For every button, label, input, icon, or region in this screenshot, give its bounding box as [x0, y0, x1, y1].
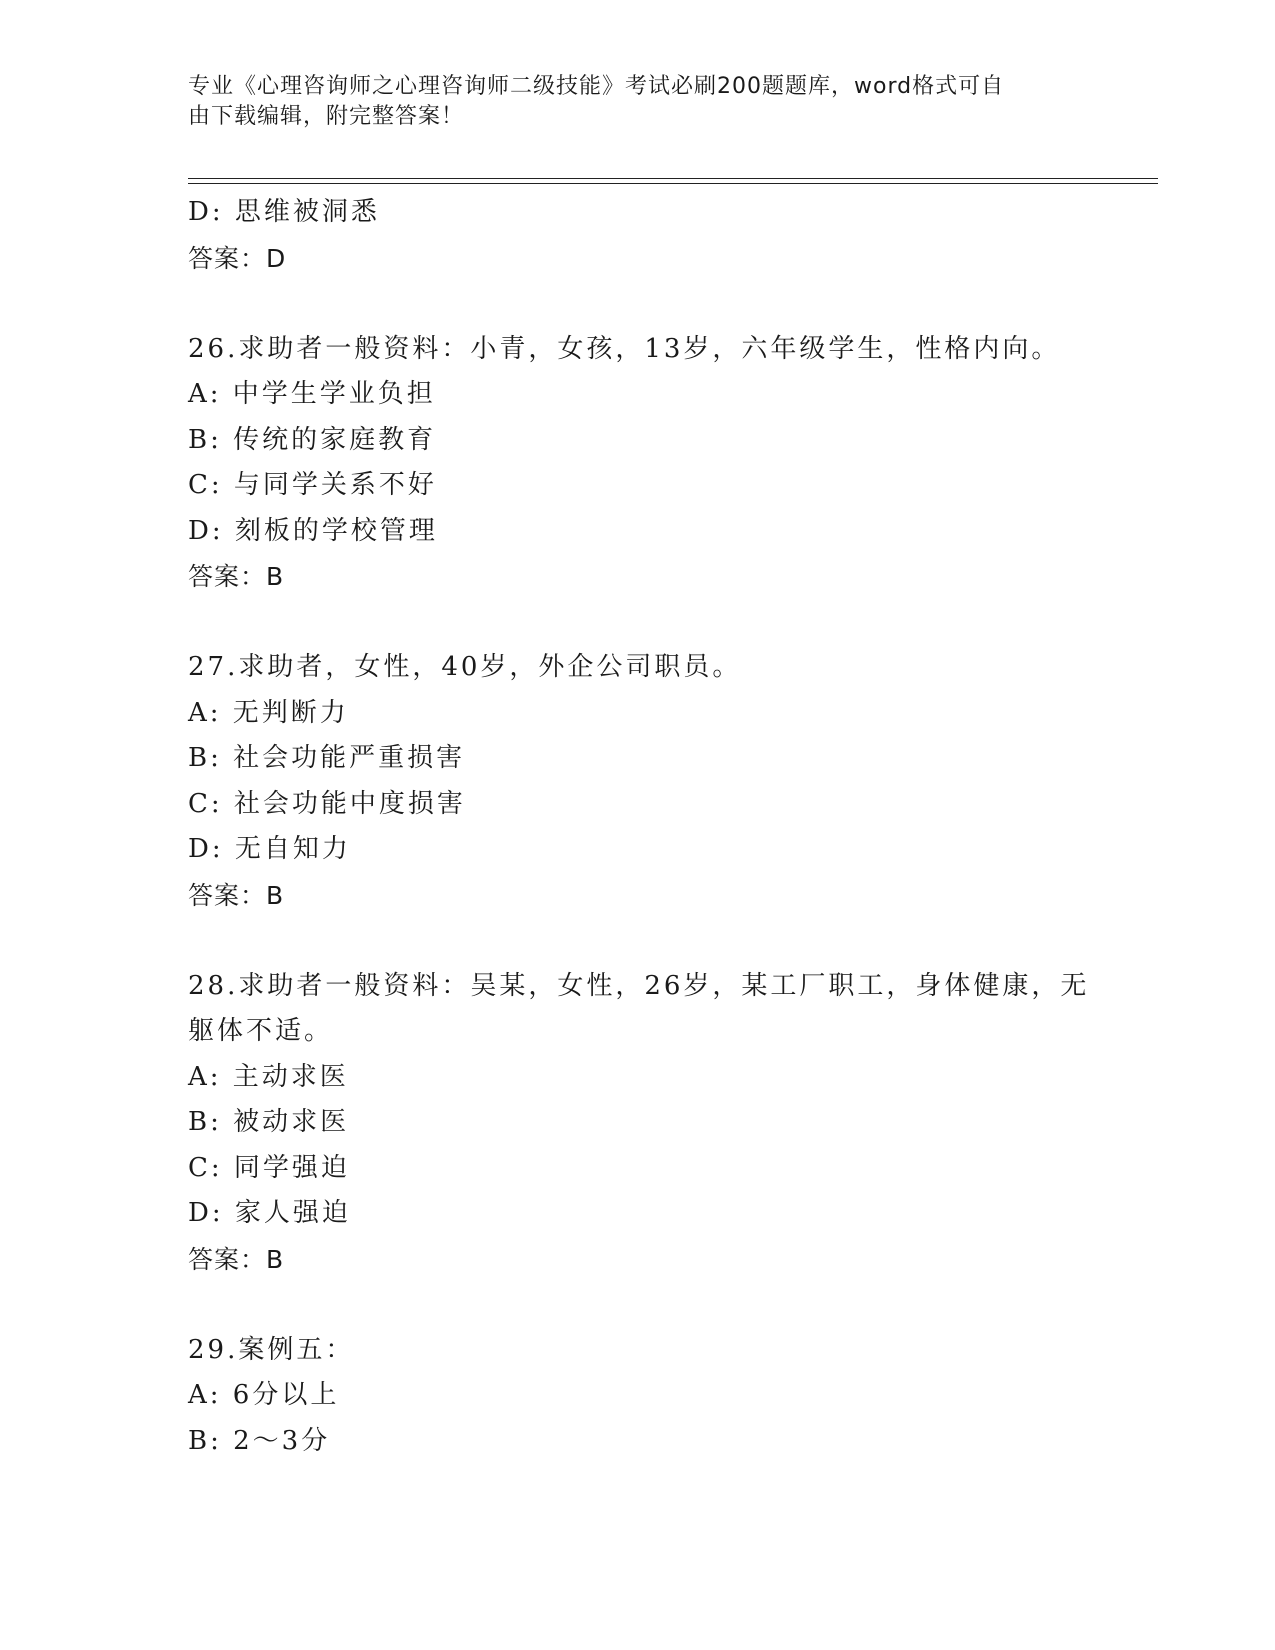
question-28	[188, 964, 1148, 1283]
option-a: A: 无判断力	[188, 697, 349, 728]
question-stem: 29.案例五：	[188, 1334, 355, 1365]
document-header	[188, 72, 1068, 132]
option-d: D: 刻板的学校管理	[188, 515, 438, 546]
option-d: D: 家人强迫	[188, 1198, 351, 1228]
spacer	[188, 1282, 1148, 1328]
option-b: B: 传统的家庭教育	[188, 424, 437, 455]
option-b: B: 被动求医	[188, 1107, 350, 1137]
option-a: A: 6分以上	[188, 1380, 340, 1410]
header-title-line-1: 专业《心理咨询师之心理咨询师二级技能》考试必刷200题题库，word格式可自	[188, 74, 1005, 99]
option-c: C: 同学强迫	[188, 1152, 350, 1183]
question-29	[188, 1328, 1148, 1465]
answer-line: 答案：B	[188, 1244, 285, 1274]
option-c: C: 与同学关系不好	[188, 470, 437, 500]
spacer	[188, 281, 1148, 327]
header-divider-bottom	[188, 183, 1158, 184]
answer-line: 答案：D	[188, 243, 287, 273]
option-d: D: 无自知力	[188, 834, 351, 864]
question-27	[188, 645, 1148, 918]
answer-line: 答案：B	[188, 562, 285, 591]
question-stem: 27.求助者，女性，40岁，外企公司职员。	[188, 652, 742, 682]
question-stem: 26.求助者一般资料：小青，女孩，13岁，六年级学生，性格内向。	[188, 333, 1061, 364]
previous-question-tail	[188, 190, 1148, 281]
answer-line: 答案：B	[188, 880, 285, 910]
question-stem-line-1: 28.求助者一般资料：吴某，女性，26岁，某工厂职工，身体健康，无	[188, 970, 1090, 1001]
option-a: A: 中学生学业负担	[188, 379, 436, 409]
question-list	[188, 190, 1148, 1464]
header-title-line-2: 由下载编辑，附完整答案！	[188, 104, 465, 129]
option-a: A: 主动求医	[188, 1061, 349, 1092]
question-26	[188, 327, 1148, 600]
option-b: B: 2～3分	[188, 1425, 331, 1456]
question-stem-line-2: 躯体不适。	[188, 1016, 334, 1046]
header-divider-top	[188, 178, 1158, 179]
option-d: D: 思维被洞悉	[188, 197, 380, 227]
option-c: C: 社会功能中度损害	[188, 788, 466, 819]
spacer	[188, 600, 1148, 646]
option-b: B: 社会功能严重损害	[188, 743, 466, 773]
spacer	[188, 918, 1148, 964]
